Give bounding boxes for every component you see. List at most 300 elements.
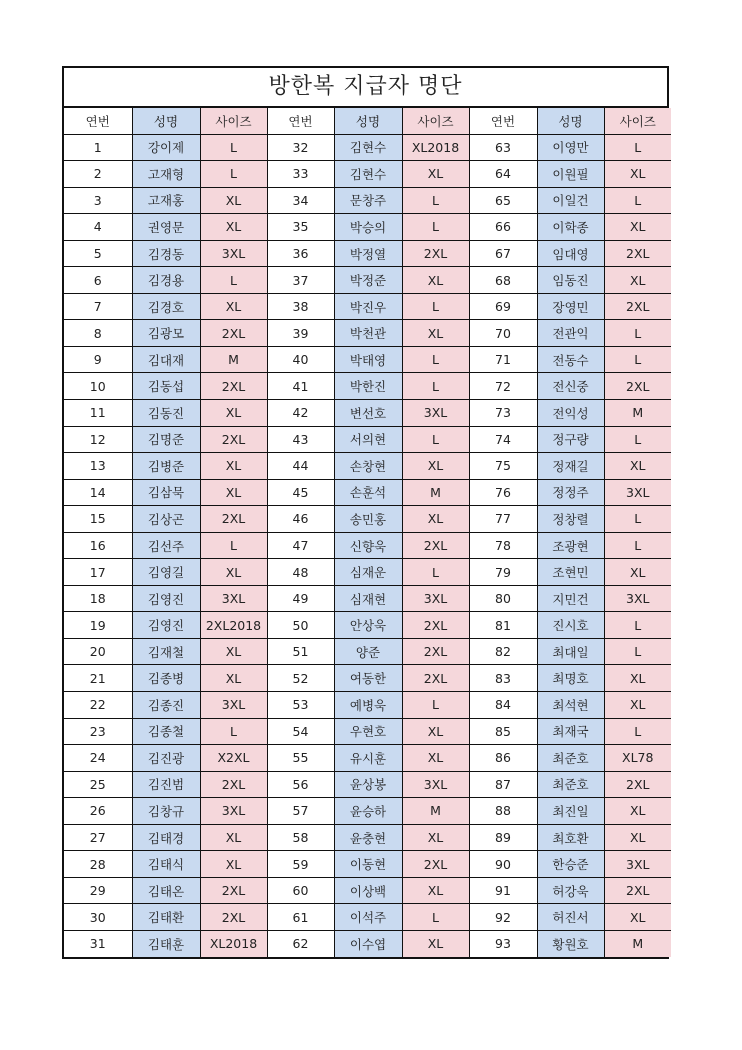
- entry-name-cell: 최대일: [537, 638, 604, 665]
- entry-no-cell: 20: [64, 638, 132, 665]
- entry-no-cell: 13: [64, 453, 132, 480]
- entry-size-cell: 3XL: [200, 798, 267, 825]
- entry-size-cell: XL: [402, 930, 469, 956]
- entry-name-cell: 김병준: [132, 453, 200, 480]
- entry-no-cell: 7: [64, 293, 132, 320]
- entry-no-cell: 64: [469, 161, 537, 188]
- entry-no-cell: 22: [64, 692, 132, 719]
- entry-size-cell: XL: [200, 479, 267, 506]
- entry-name-cell: 고재형: [132, 161, 200, 188]
- entry-name-cell: 이석주: [334, 904, 402, 931]
- table-row: [64, 612, 671, 639]
- entry-name-cell: 김진범: [132, 771, 200, 798]
- entry-name-cell: 허강욱: [537, 877, 604, 904]
- entry-size-cell: L: [200, 267, 267, 294]
- entry-size-cell: XL: [402, 506, 469, 533]
- entry-no-cell: 87: [469, 771, 537, 798]
- entry-size-cell: XL: [200, 400, 267, 427]
- entry-no-cell: 23: [64, 718, 132, 745]
- entry-name-cell: 최준호: [537, 771, 604, 798]
- entry-name-cell: 김태훈: [132, 930, 200, 956]
- entry-name-cell: 진시호: [537, 612, 604, 639]
- entry-no-cell: 44: [267, 453, 334, 480]
- entry-name-cell: 지민건: [537, 585, 604, 612]
- entry-name-cell: 윤충현: [334, 824, 402, 851]
- entry-no-cell: 11: [64, 400, 132, 427]
- entry-size-cell: 2XL: [200, 904, 267, 931]
- entry-size-cell: L: [402, 426, 469, 453]
- entry-no-cell: 39: [267, 320, 334, 347]
- entry-no-cell: 77: [469, 506, 537, 533]
- entry-name-cell: 김선주: [132, 532, 200, 559]
- entry-no-cell: 67: [469, 240, 537, 267]
- entry-no-cell: 28: [64, 851, 132, 878]
- entry-no-cell: 68: [469, 267, 537, 294]
- entry-size-cell: XL: [200, 824, 267, 851]
- entry-no-cell: 1: [64, 134, 132, 161]
- entry-no-cell: 9: [64, 346, 132, 373]
- table-row: [64, 214, 671, 241]
- entry-size-cell: XL: [200, 559, 267, 586]
- entry-no-cell: 86: [469, 745, 537, 772]
- entry-size-cell: L: [200, 718, 267, 745]
- entry-name-cell: 김경호: [132, 293, 200, 320]
- entry-no-cell: 41: [267, 373, 334, 400]
- entry-name-cell: 전익성: [537, 400, 604, 427]
- roster-table: [64, 108, 671, 957]
- entry-size-cell: XL: [402, 745, 469, 772]
- entry-no-cell: 62: [267, 930, 334, 956]
- entry-size-cell: XL: [604, 824, 671, 851]
- entry-name-cell: 전관익: [537, 320, 604, 347]
- entry-name-cell: 황원호: [537, 930, 604, 956]
- entry-name-cell: 김영길: [132, 559, 200, 586]
- entry-no-cell: 5: [64, 240, 132, 267]
- entry-size-cell: XL: [604, 453, 671, 480]
- entry-no-cell: 10: [64, 373, 132, 400]
- entry-size-cell: XL: [200, 453, 267, 480]
- entry-size-cell: XL: [604, 267, 671, 294]
- entry-size-cell: L: [402, 692, 469, 719]
- entry-size-cell: XL: [200, 665, 267, 692]
- entry-size-cell: L: [402, 214, 469, 241]
- entry-no-cell: 70: [469, 320, 537, 347]
- entry-no-cell: 45: [267, 479, 334, 506]
- entry-name-cell: 유시훈: [334, 745, 402, 772]
- entry-no-cell: 32: [267, 134, 334, 161]
- entry-no-cell: 50: [267, 612, 334, 639]
- header-size: 사이즈: [200, 108, 267, 134]
- entry-name-cell: 박태영: [334, 346, 402, 373]
- entry-no-cell: 12: [64, 426, 132, 453]
- entry-name-cell: 김진광: [132, 745, 200, 772]
- entry-size-cell: 2XL: [200, 426, 267, 453]
- entry-name-cell: 박천관: [334, 320, 402, 347]
- table-row: [64, 240, 671, 267]
- table-row: [64, 187, 671, 214]
- entry-size-cell: XL: [604, 559, 671, 586]
- entry-size-cell: 2XL: [604, 373, 671, 400]
- header-name: 성명: [334, 108, 402, 134]
- entry-name-cell: 윤상봉: [334, 771, 402, 798]
- entry-no-cell: 78: [469, 532, 537, 559]
- entry-no-cell: 83: [469, 665, 537, 692]
- entry-no-cell: 47: [267, 532, 334, 559]
- table-row: [64, 851, 671, 878]
- entry-no-cell: 29: [64, 877, 132, 904]
- entry-name-cell: 조현민: [537, 559, 604, 586]
- entry-name-cell: 권영문: [132, 214, 200, 241]
- entry-name-cell: 박진우: [334, 293, 402, 320]
- entry-name-cell: 김동섭: [132, 373, 200, 400]
- table-row: [64, 638, 671, 665]
- entry-size-cell: XL: [200, 187, 267, 214]
- entry-name-cell: 박승의: [334, 214, 402, 241]
- entry-no-cell: 88: [469, 798, 537, 825]
- entry-name-cell: 김영진: [132, 612, 200, 639]
- entry-size-cell: L: [200, 134, 267, 161]
- table-row: [64, 453, 671, 480]
- entry-no-cell: 27: [64, 824, 132, 851]
- entry-name-cell: 이상백: [334, 877, 402, 904]
- entry-no-cell: 72: [469, 373, 537, 400]
- entry-size-cell: 2XL: [402, 240, 469, 267]
- table-row: [64, 506, 671, 533]
- entry-no-cell: 79: [469, 559, 537, 586]
- entry-size-cell: 2XL: [604, 293, 671, 320]
- entry-no-cell: 34: [267, 187, 334, 214]
- entry-no-cell: 59: [267, 851, 334, 878]
- entry-name-cell: 박정열: [334, 240, 402, 267]
- entry-size-cell: 3XL: [200, 240, 267, 267]
- entry-size-cell: 2XL: [402, 638, 469, 665]
- entry-name-cell: 정창렬: [537, 506, 604, 533]
- table-row: [64, 904, 671, 931]
- header-no: 연번: [267, 108, 334, 134]
- entry-name-cell: 예병욱: [334, 692, 402, 719]
- entry-no-cell: 36: [267, 240, 334, 267]
- table-row: [64, 400, 671, 427]
- entry-no-cell: 24: [64, 745, 132, 772]
- entry-no-cell: 57: [267, 798, 334, 825]
- entry-name-cell: 최석현: [537, 692, 604, 719]
- entry-no-cell: 8: [64, 320, 132, 347]
- entry-name-cell: 신향욱: [334, 532, 402, 559]
- entry-no-cell: 18: [64, 585, 132, 612]
- table-row: [64, 267, 671, 294]
- entry-name-cell: 김종철: [132, 718, 200, 745]
- entry-no-cell: 52: [267, 665, 334, 692]
- entry-no-cell: 31: [64, 930, 132, 956]
- table-row: [64, 320, 671, 347]
- entry-size-cell: M: [402, 479, 469, 506]
- entry-name-cell: 김현수: [334, 161, 402, 188]
- entry-name-cell: 최호환: [537, 824, 604, 851]
- entry-no-cell: 84: [469, 692, 537, 719]
- entry-size-cell: 3XL: [604, 585, 671, 612]
- entry-no-cell: 73: [469, 400, 537, 427]
- entry-size-cell: XL: [402, 824, 469, 851]
- entry-name-cell: 임동진: [537, 267, 604, 294]
- table-row: [64, 930, 671, 956]
- entry-name-cell: 김종진: [132, 692, 200, 719]
- entry-size-cell: XL: [604, 904, 671, 931]
- entry-no-cell: 46: [267, 506, 334, 533]
- table-row: [64, 293, 671, 320]
- entry-size-cell: XL: [402, 453, 469, 480]
- entry-size-cell: XL: [604, 692, 671, 719]
- entry-size-cell: 2XL: [402, 532, 469, 559]
- entry-name-cell: 양준: [334, 638, 402, 665]
- entry-size-cell: L: [604, 187, 671, 214]
- entry-size-cell: 2XL: [402, 851, 469, 878]
- entry-name-cell: 정정주: [537, 479, 604, 506]
- entry-name-cell: 박정준: [334, 267, 402, 294]
- entry-size-cell: L: [604, 426, 671, 453]
- entry-name-cell: 여동한: [334, 665, 402, 692]
- entry-no-cell: 19: [64, 612, 132, 639]
- entry-size-cell: XL2018: [200, 930, 267, 956]
- entry-size-cell: L: [402, 373, 469, 400]
- entry-name-cell: 변선호: [334, 400, 402, 427]
- entry-name-cell: 전신중: [537, 373, 604, 400]
- entry-size-cell: L: [402, 904, 469, 931]
- entry-size-cell: 2XL: [200, 373, 267, 400]
- table-row: [64, 532, 671, 559]
- header-size: 사이즈: [402, 108, 469, 134]
- entry-size-cell: 2XL: [200, 506, 267, 533]
- entry-name-cell: 정재길: [537, 453, 604, 480]
- entry-no-cell: 74: [469, 426, 537, 453]
- entry-size-cell: XL: [402, 718, 469, 745]
- entry-name-cell: 이원필: [537, 161, 604, 188]
- entry-no-cell: 54: [267, 718, 334, 745]
- entry-name-cell: 최준호: [537, 745, 604, 772]
- entry-no-cell: 43: [267, 426, 334, 453]
- entry-name-cell: 문창주: [334, 187, 402, 214]
- entry-name-cell: 김현수: [334, 134, 402, 161]
- entry-name-cell: 강이제: [132, 134, 200, 161]
- entry-name-cell: 이동현: [334, 851, 402, 878]
- entry-name-cell: 서의현: [334, 426, 402, 453]
- entry-size-cell: XL: [604, 214, 671, 241]
- header-no: 연번: [469, 108, 537, 134]
- entry-size-cell: L: [604, 506, 671, 533]
- entry-size-cell: L: [604, 718, 671, 745]
- entry-size-cell: L: [604, 134, 671, 161]
- entry-no-cell: 58: [267, 824, 334, 851]
- entry-name-cell: 이수엽: [334, 930, 402, 956]
- entry-name-cell: 장영민: [537, 293, 604, 320]
- table-row: [64, 798, 671, 825]
- table-row: [64, 692, 671, 719]
- entry-no-cell: 51: [267, 638, 334, 665]
- entry-size-cell: 2XL: [200, 320, 267, 347]
- table-row: [64, 718, 671, 745]
- entry-no-cell: 40: [267, 346, 334, 373]
- entry-name-cell: 최재국: [537, 718, 604, 745]
- entry-name-cell: 심재현: [334, 585, 402, 612]
- entry-no-cell: 21: [64, 665, 132, 692]
- entry-no-cell: 60: [267, 877, 334, 904]
- entry-size-cell: 2XL: [604, 877, 671, 904]
- entry-no-cell: 2: [64, 161, 132, 188]
- entry-name-cell: 김상곤: [132, 506, 200, 533]
- entry-size-cell: XL: [200, 293, 267, 320]
- table-row: [64, 346, 671, 373]
- entry-name-cell: 김태온: [132, 877, 200, 904]
- header-no: 연번: [64, 108, 132, 134]
- entry-size-cell: XL: [604, 798, 671, 825]
- entry-name-cell: 김경용: [132, 267, 200, 294]
- entry-name-cell: 심재운: [334, 559, 402, 586]
- entry-name-cell: 김명준: [132, 426, 200, 453]
- entry-no-cell: 26: [64, 798, 132, 825]
- entry-size-cell: XL: [402, 877, 469, 904]
- table-row: [64, 771, 671, 798]
- entry-name-cell: 윤승하: [334, 798, 402, 825]
- entry-name-cell: 임대영: [537, 240, 604, 267]
- entry-size-cell: M: [604, 930, 671, 956]
- table-row: [64, 745, 671, 772]
- table-row: [64, 134, 671, 161]
- entry-size-cell: L: [604, 638, 671, 665]
- entry-name-cell: 김종병: [132, 665, 200, 692]
- entry-size-cell: M: [402, 798, 469, 825]
- entry-name-cell: 손훈석: [334, 479, 402, 506]
- entry-name-cell: 김재철: [132, 638, 200, 665]
- entry-size-cell: XL2018: [402, 134, 469, 161]
- table-row: [64, 426, 671, 453]
- entry-no-cell: 89: [469, 824, 537, 851]
- entry-size-cell: 3XL: [604, 851, 671, 878]
- entry-no-cell: 35: [267, 214, 334, 241]
- entry-name-cell: 이일건: [537, 187, 604, 214]
- entry-size-cell: L: [604, 346, 671, 373]
- entry-no-cell: 16: [64, 532, 132, 559]
- entry-no-cell: 42: [267, 400, 334, 427]
- entry-size-cell: 2XL: [402, 612, 469, 639]
- entry-no-cell: 30: [64, 904, 132, 931]
- entry-name-cell: 정구량: [537, 426, 604, 453]
- entry-name-cell: 김태식: [132, 851, 200, 878]
- entry-name-cell: 허진서: [537, 904, 604, 931]
- entry-no-cell: 61: [267, 904, 334, 931]
- entry-name-cell: 조광현: [537, 532, 604, 559]
- entry-name-cell: 최명호: [537, 665, 604, 692]
- entry-no-cell: 65: [469, 187, 537, 214]
- table-row: [64, 585, 671, 612]
- entry-name-cell: 김삼묵: [132, 479, 200, 506]
- header-size: 사이즈: [604, 108, 671, 134]
- entry-no-cell: 66: [469, 214, 537, 241]
- entry-size-cell: L: [200, 532, 267, 559]
- entry-no-cell: 6: [64, 267, 132, 294]
- entry-no-cell: 4: [64, 214, 132, 241]
- entry-no-cell: 76: [469, 479, 537, 506]
- entry-size-cell: L: [200, 161, 267, 188]
- entry-size-cell: XL: [402, 161, 469, 188]
- entry-no-cell: 85: [469, 718, 537, 745]
- entry-size-cell: 3XL: [402, 771, 469, 798]
- entry-name-cell: 김동진: [132, 400, 200, 427]
- entry-no-cell: 93: [469, 930, 537, 956]
- entry-no-cell: 17: [64, 559, 132, 586]
- header-name: 성명: [132, 108, 200, 134]
- entry-name-cell: 한승준: [537, 851, 604, 878]
- roster-sheet: [62, 66, 669, 959]
- entry-size-cell: L: [604, 612, 671, 639]
- entry-size-cell: 2XL: [200, 771, 267, 798]
- entry-no-cell: 33: [267, 161, 334, 188]
- entry-size-cell: XL: [402, 267, 469, 294]
- entry-no-cell: 90: [469, 851, 537, 878]
- entry-name-cell: 고재홍: [132, 187, 200, 214]
- entry-size-cell: 2XL: [604, 240, 671, 267]
- page-title: 방한복 지급자 명단: [64, 68, 667, 108]
- table-row: [64, 559, 671, 586]
- entry-name-cell: 박한진: [334, 373, 402, 400]
- table-row: [64, 877, 671, 904]
- entry-name-cell: 김창규: [132, 798, 200, 825]
- entry-size-cell: L: [402, 346, 469, 373]
- entry-no-cell: 49: [267, 585, 334, 612]
- table-row: [64, 373, 671, 400]
- entry-size-cell: L: [402, 559, 469, 586]
- header-row: [64, 108, 671, 134]
- entry-name-cell: 김태경: [132, 824, 200, 851]
- entry-size-cell: L: [604, 532, 671, 559]
- table-row: [64, 479, 671, 506]
- table-row: [64, 824, 671, 851]
- header-name: 성명: [537, 108, 604, 134]
- entry-size-cell: 3XL: [200, 585, 267, 612]
- entry-name-cell: 이학종: [537, 214, 604, 241]
- entry-no-cell: 56: [267, 771, 334, 798]
- entry-no-cell: 55: [267, 745, 334, 772]
- entry-no-cell: 91: [469, 877, 537, 904]
- entry-no-cell: 37: [267, 267, 334, 294]
- entry-no-cell: 82: [469, 638, 537, 665]
- entry-name-cell: 김영진: [132, 585, 200, 612]
- entry-no-cell: 63: [469, 134, 537, 161]
- entry-size-cell: L: [402, 293, 469, 320]
- entry-size-cell: X2XL: [200, 745, 267, 772]
- entry-name-cell: 최진일: [537, 798, 604, 825]
- entry-name-cell: 김광모: [132, 320, 200, 347]
- entry-no-cell: 80: [469, 585, 537, 612]
- entry-no-cell: 3: [64, 187, 132, 214]
- entry-size-cell: 2XL: [200, 877, 267, 904]
- entry-size-cell: L: [604, 320, 671, 347]
- entry-size-cell: XL: [604, 161, 671, 188]
- entry-size-cell: 3XL: [402, 400, 469, 427]
- entry-size-cell: M: [200, 346, 267, 373]
- entry-no-cell: 15: [64, 506, 132, 533]
- entry-no-cell: 75: [469, 453, 537, 480]
- entry-name-cell: 송민홍: [334, 506, 402, 533]
- entry-size-cell: L: [402, 187, 469, 214]
- entry-name-cell: 안상욱: [334, 612, 402, 639]
- entry-no-cell: 48: [267, 559, 334, 586]
- entry-no-cell: 53: [267, 692, 334, 719]
- entry-size-cell: 2XL: [604, 771, 671, 798]
- entry-size-cell: 3XL: [200, 692, 267, 719]
- entry-size-cell: XL78: [604, 745, 671, 772]
- entry-size-cell: XL: [200, 638, 267, 665]
- entry-size-cell: 2XL: [402, 665, 469, 692]
- table-row: [64, 665, 671, 692]
